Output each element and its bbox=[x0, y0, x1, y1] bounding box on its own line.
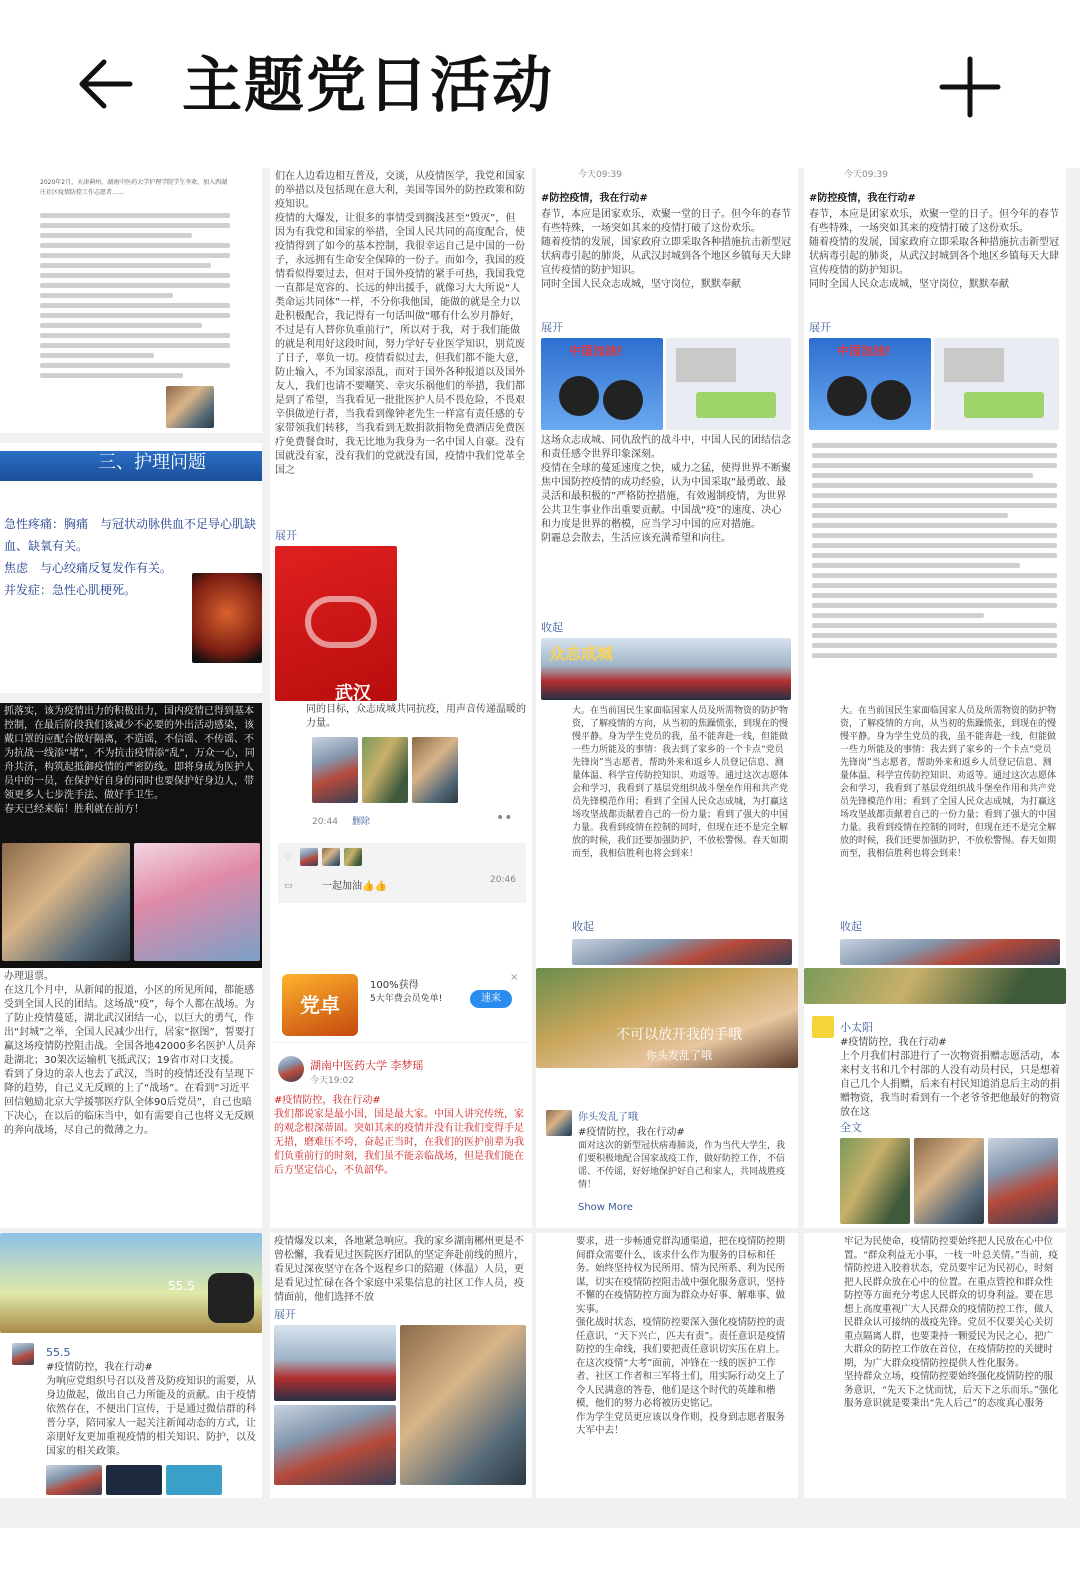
poster-text: 中国加油! bbox=[837, 344, 891, 358]
slide-banner bbox=[0, 451, 262, 481]
video-caption: 不可以放开我的手哦 bbox=[616, 1027, 742, 1043]
post-body: 我们都说家是最小国，国是最大家。中国人讲究传统，家的观念根深蒂固。突如其来的疫情并没有让我们变得手足无措，磨难压不垮，奋起正当时，在我们的医护前辈为我们负重前行的时刻，我们虽不能亲临战场，但是我们能在后方坚定信心，不负韶华。 bbox=[274, 1109, 524, 1176]
handwashing-photo bbox=[2, 843, 130, 961]
photo-checkpoint[interactable] bbox=[400, 1325, 526, 1485]
photo-medical-team[interactable] bbox=[274, 1325, 396, 1401]
heart-icon[interactable]: ♡ bbox=[284, 853, 293, 863]
heart-image bbox=[192, 573, 262, 663]
donation-photo-2[interactable] bbox=[914, 1138, 984, 1224]
chat-screenshot-image bbox=[666, 338, 791, 430]
video-subcaption: 你头发乱了哦 bbox=[646, 1049, 712, 1062]
comment-box bbox=[278, 843, 526, 903]
donation-photo-1[interactable] bbox=[840, 1138, 910, 1224]
post-body: 抓落实，该为疫情出力的积极出力，国内疫情已得到基本控制，在最后阶段我们该减少不必要的外出活动感染，该戴口罩的应配合做好隔离，不造谣，不信谣、不传谣、不为抗战一线添“堵”，不为抗击疫情添“乱”，万众一心，同舟共济，构筑起抵御疫情的严密防线。即将身成为医护人员中的一员，在保护好自身的同时也要保护好身边人，带领更多人七步洗手法、做好手卫生。 春天已经来临！胜利就在前方！ bbox=[4, 706, 255, 815]
post-card-qq-1[interactable] bbox=[536, 168, 798, 703]
post-card-with-ad[interactable] bbox=[270, 968, 532, 1228]
cartoon-child-right bbox=[603, 380, 643, 420]
lecture-slide[interactable] bbox=[0, 443, 262, 693]
post-body: 大。在当前国民生家面临国家人员及所需物资的防护物资，了解疫情的方向，从当初的焦躁慌张，到现在的慢慢平静。身为学生党员的我，虽不能奔赴一线，但能做一些力所能及的事情：我去到了家乡的一个卡点“党员先锋岗”当志愿者，帮助外来和返乡人员登记信息、测量体温、科学宣传防控知识、劝返等。通过这次志愿体会和学习，我看到了基层党组织战斗堡垒作用和共产党员先锋模范作用；看到了全国人民众志成城，为打赢这场攻坚战都贡献着自己的一份力量；看到了强大的中国力量。我看到疫情在控制的同时，但现在还不是完全解放的时候，我们还要加强防护，不放松警惕。春天如期而至，我相信胜利也将会到来！ bbox=[572, 706, 789, 859]
header-photo-label: 55.5 bbox=[168, 1279, 195, 1293]
post-body: 上个月我们村部进行了一次物资捐赠志愿活动，本来村支书和几个村部的人没有动员村民，只是想着自己几个人捐赠，后来有村民知道消息后主动的捐赠物资，我当时看到有一个老爷爷把他最好的物资放在这 bbox=[840, 1051, 1060, 1118]
post-card-text[interactable] bbox=[270, 168, 532, 703]
top-app-bar bbox=[0, 0, 1080, 170]
volunteer-photo bbox=[541, 638, 791, 700]
post-body: 们在人边看边相互普及，交谈，从疫情医学，我党和国家的举措以及包括现在意大利，美国等国外的防控政策和防疫知识。 疫情的大爆发，让很多的事情受到搁浅甚至“毁灭”，但因为有我党和国家的举措，全国人民共同的高度配合，使疫情得到了如今的基本控制，我很幸运自己是中国的一份子，永远拥有生命安全保障的一份子。而如今，我国的疫情看似得要过去，但对于国外疫情的紧手可热，我国我党一直都是宽容的、长远的伸出援手，就像习大大所说“人类命运共同体”一样，不分你我他国，能做的就是全力以赴积极配合，我记得有一句话叫做“哪有什么岁月静好，不过是有人替你负重前行”，所以对于我，对于我们能做的就是利用好这段时间，努力学好专业医学知识，别荒废了日子，辜负一切。疫情看似过去，但我们都不能大意，防止输入，不为国家添乱，而对于国外各种报道以及国外友人，我们也请不要嘲笑、幸灾乐祸他们的举措，我们都是到了希望，当我看见一批批医护人员不畏危险，不畏艰辛俱做逆行者，当我看到像钟老先生一样富有责任感的专家带领我们转移，当我看到无数捐款捐物免费酒店免费医疗免费餐食时，我无比地为我身为一名中国人自豪。没有国就没有家，没有我们的党就没有国，疫情中我们党革全国之 bbox=[275, 171, 525, 476]
header-photo bbox=[0, 1233, 262, 1333]
document-scan[interactable] bbox=[0, 168, 262, 433]
photo-strip bbox=[572, 939, 792, 965]
post-card-handwriting-1[interactable] bbox=[536, 703, 798, 968]
ad-banner[interactable] bbox=[274, 970, 528, 1043]
author-name[interactable]: 小太阳 bbox=[840, 1021, 873, 1034]
expand-link[interactable]: 展开 bbox=[809, 321, 831, 334]
ad-button[interactable]: 速来 bbox=[470, 990, 512, 1008]
post-tag: #防控疫情，我在行动# bbox=[809, 193, 916, 204]
post-card-serif-1[interactable] bbox=[536, 1233, 798, 1498]
expand-link[interactable]: 展开 bbox=[274, 1308, 296, 1321]
post-body: 大。在当前国民生家面临国家人员及所需物资的防护物资，了解疫情的方向，从当初的焦躁慌张，到现在的慢慢平静。身为学生党员的我，虽不能奔赴一线，但能做一些力所能及的事情：我去到了家乡的一个卡点“党员先锋岗”当志愿者，帮助外来和返乡人员登记信息、测量体温、科学宣传防控知识、劝返等。通过这次志愿体会和学习，我看到了基层党组织战斗堡垒作用和共产党员先锋模范作用；看到了全国人民众志成城，为打赢这场攻坚战都贡献着自己的一份力量；看到了强大的中国力量。我看到疫情在控制的同时，但现在还不是完全解放的时候，我们还要加强防护，不放松警惕。春天如期而至，我相信胜利也将会到来！ bbox=[840, 706, 1057, 859]
chat-bubble bbox=[964, 392, 1044, 418]
cartoon-child-right bbox=[871, 380, 911, 420]
liker-avatar[interactable] bbox=[344, 848, 362, 866]
post-tag: #疫情防控，我在行动# bbox=[46, 1362, 153, 1373]
photo-3[interactable] bbox=[166, 1465, 222, 1495]
collapse-link[interactable]: 收起 bbox=[840, 920, 862, 933]
blossom-photo bbox=[134, 843, 260, 961]
photo-strip bbox=[840, 939, 1060, 965]
post-card-serif-2[interactable] bbox=[804, 1233, 1066, 1498]
document-photo bbox=[166, 386, 214, 428]
screenshot-collage bbox=[0, 168, 1080, 1528]
slide-item-3: 并发症：急性心肌梗死。 bbox=[4, 583, 137, 597]
post-body-continued: 这场众志成城、同仇敌忾的战斗中，中国人民的团结信念和责任感令世界印象深刻。 疫情在全球的蔓延速度之快，威力之猛，使得世界不断聚焦中国防控疫情的成功经验，认为中国采取“最勇敢、最灵活和最积极的”严格防控措施，有效遏制疫情，为世界公共卫生事业作出重要贡献。中国战“疫”的速度、决心和力度是世界的楷模，应当学习中国的应对措施。 阴霾总会散去，生活应该充满希望和向往。 bbox=[541, 435, 791, 544]
author-name[interactable]: 55.5 bbox=[46, 1346, 71, 1359]
full-text-link[interactable]: 全文 bbox=[840, 1121, 862, 1134]
post-card-dark[interactable] bbox=[0, 703, 262, 968]
document-text-lines bbox=[40, 208, 230, 383]
chat-image-thumb bbox=[944, 348, 1004, 382]
ad-subtitle: 5大年费会员免单! bbox=[370, 994, 443, 1004]
document-caption: 2020年2月，天津蓟州，湖南中医药大学护理学院学生李欢，加入西湖庄社区疫情防控工作志愿者…… bbox=[40, 179, 228, 196]
expand-link[interactable]: 展开 bbox=[541, 321, 563, 334]
header-photo bbox=[804, 968, 1066, 1004]
delete-link[interactable]: 删除 bbox=[352, 817, 371, 827]
show-more-link[interactable]: Show More bbox=[578, 1202, 633, 1213]
photo-1[interactable] bbox=[46, 1465, 102, 1495]
post-body: 办理退票。 在这几个月中，从新闻的报道，小区的所见所闻，都能感受到全国人民的团结。这场战“疫”，每个人都在战场。为了防止疫情蔓延，湖北武汉团结一心，以巨大的勇气，作出“封城”之举，全国人民减少出行，居家“抠图”，誓要打赢这场疫情防控阻击战。全国各地42000多名医护人员奔赴湖北；30架次运输机飞抵武汉；19省市对口支援。 看到了身边的亲人也去了武汉，当时的疫情还没有呈现下降的趋势，自己义无反顾的上了“战场”。在看到“习近平回信勉励北京大学援鄂医疗队全体90后党员”，自己也暗下决心，在以后的临床当中，如有需要自己也将义无反顾的奔向战场，尽自己的微薄之力。 bbox=[4, 971, 256, 1136]
post-card-qq-2[interactable] bbox=[804, 168, 1066, 703]
more-dots-icon[interactable]: •• bbox=[496, 810, 513, 826]
post-tag: #疫情防控，我在行动# bbox=[840, 1037, 947, 1048]
avatar[interactable] bbox=[278, 1056, 304, 1082]
close-icon[interactable]: × bbox=[510, 972, 519, 983]
post-card-video[interactable] bbox=[536, 968, 798, 1228]
hands-graphic bbox=[305, 596, 377, 648]
post-card-comments[interactable] bbox=[270, 703, 532, 968]
post-time: 今天09:39 bbox=[578, 170, 622, 180]
page-title: 主题党日活动 bbox=[182, 51, 554, 121]
ad-title: 100%获得 bbox=[370, 980, 419, 991]
post-body: 春节，本应是团家欢乐，欢聚一堂的日子。但今年的春节有些特殊，一场突如其来的疫情打破了这份欢乐。 随着疫情的发展，国家政府立即采取各种措施抗击新型冠状病毒引起的肺炎，从武汉封城到各个地区乡镇每天大肆宣传疫情的防护知识。 同时全国人民众志成城，坚守岗位，默默奉献 bbox=[541, 209, 791, 290]
slide-item-2: 焦虑 与心绞痛反复发作有关。 bbox=[4, 561, 173, 575]
photo-1[interactable] bbox=[312, 737, 358, 803]
avatar[interactable] bbox=[812, 1016, 834, 1038]
post-body: 为响应党组织号召以及普及防疫知识的需要，从身边做起，做出自己力所能及的贡献。由于疫情依然存在，不便出门宣传，于是通过微信群的科普分享，陪同家人一起关注新闻动态的方式，让亲朋好友更加重视疫情的相关知识、防护，以及国家的相关政策。 bbox=[46, 1376, 256, 1457]
post-card-handwriting-2[interactable] bbox=[804, 703, 1066, 968]
post-body: 要求，进一步畅通党群沟通渠道，把在疫情防控期间群众需要什么，该求什么作为服务的目标和任务。始终坚持权为民所用、情为民所系、利为民所谋，切实在疫情防控阻击战中强化服务意识，坚持不懈的在疫情防控方面为群众办好事、解难事、做实事。 强化战时状态，疫情防控要深入强化疫情防控的责任意识，“天下兴亡，匹夫有责”。责任意识是疫情防控的生命线，我们要把责任意识切实压在肩上。在这次疫情“大考”面前，冲锋在一线的医护工作者、社区工作者和三军将士们，用实际行动交上了令人民满意的答卷，他们是这个时代的英雄和楷模，他们的努力必将被历史铭记。 作为学生党员更应该以身作则，投身到志愿者服务大军中去！ bbox=[576, 1236, 786, 1436]
post-body: 牢记为民使命，疫情防控要始终把人民放在心中位置。“群众利益无小事，一枝一叶总关情。”当前，疫情防控进入胶着状态，党员要牢记为民初心，时刻把人民群众放在心中的位置。在重点管控和群众性防控等方面充分考虑人民群众的切身利益。要在思想上高度重视广大人民群众的疫情防控工作，做人民群众认可接纳的战疫先锋。党员不仅要关心关切重点隔离人群，也要秉持一颗爱民为民之心，把广大群众的防控工作放在首位，在疫情防控的关键时期，为广大群众疫情防控提供人性化服务。 坚持群众立场，疫情防控要始终强化疫情防控的服务意识，“先天下之忧而忧，后天下之乐而乐。”强化服务意识就是要秉出“先人后己”的态度真心服务 bbox=[844, 1236, 1058, 1409]
chat-screenshot-image bbox=[934, 338, 1059, 430]
ad-logo: 党卓 bbox=[282, 974, 358, 1036]
post-body: 疫情爆发以来，各地紧急响应。我的家乡湖南郴州更是不曾松懈，我看见过医院医疗团队的坚定奔赴前线的照片，看见过深夜坚守在各个返程乡口的陪避（体温）人员，更是看见过忙碌在各个家庭中采集信息的社区工作人员，疫情面前，他们选择不放 bbox=[274, 1236, 524, 1303]
post-body: 春节，本应是团家欢乐，欢聚一堂的日子。但今年的春节有些特殊，一场突如其来的疫情打破了这份欢乐。 随着疫情的发展，国家政府立即采取各种措施抗击新型冠状病毒引起的肺炎，从武汉封城到各个地区乡镇每天大肆宣传疫情的防护知识。 同时全国人民众志成城，坚守岗位，默默奉献 bbox=[809, 209, 1059, 290]
photo-3[interactable] bbox=[412, 737, 458, 803]
cartoon-child-left bbox=[827, 376, 867, 416]
handwritten-letter bbox=[812, 438, 1057, 663]
photo-2[interactable] bbox=[106, 1465, 162, 1495]
post-card-village[interactable] bbox=[804, 968, 1066, 1228]
post-card-text-2[interactable] bbox=[0, 968, 262, 1228]
post-time: 今天09:39 bbox=[844, 170, 888, 180]
chat-image-thumb bbox=[676, 348, 736, 382]
slide-banner-title: 三、护理问题 bbox=[98, 452, 206, 473]
author-name[interactable]: 湖南中医药大学 李梦瑶 bbox=[310, 1059, 424, 1072]
chat-bubble bbox=[696, 392, 776, 418]
red-poster-image bbox=[275, 546, 397, 701]
post-tag: #防控疫情，我在行动# bbox=[541, 193, 648, 204]
post-tag: #疫情防控，我在行动# bbox=[578, 1127, 685, 1138]
slide-item-1: 急性疼痛：胸痛 与冠状动脉供血不足导心肌缺血、缺氧有关。 bbox=[4, 517, 257, 553]
photo-community[interactable] bbox=[274, 1405, 396, 1485]
post-time: 20:44 bbox=[312, 817, 338, 827]
poster-text: 中国加油! bbox=[569, 344, 623, 358]
arrow-left-icon[interactable] bbox=[76, 52, 140, 116]
video-thumbnail[interactable] bbox=[536, 968, 798, 1068]
avatar[interactable] bbox=[546, 1110, 572, 1136]
photo-2[interactable] bbox=[362, 737, 408, 803]
comment-time: 20:46 bbox=[490, 875, 516, 885]
liker-avatar[interactable] bbox=[300, 848, 318, 866]
plus-icon[interactable] bbox=[938, 55, 1002, 119]
cartoon-child-left bbox=[559, 376, 599, 416]
collapse-link[interactable]: 收起 bbox=[541, 621, 563, 634]
expand-link[interactable]: 展开 bbox=[275, 529, 297, 542]
liker-avatar[interactable] bbox=[322, 848, 340, 866]
avatar[interactable] bbox=[12, 1343, 34, 1365]
author-name[interactable]: 你头发乱了哦 bbox=[578, 1112, 638, 1123]
collapse-link[interactable]: 收起 bbox=[572, 920, 594, 933]
donation-photo-3[interactable] bbox=[988, 1138, 1058, 1224]
post-body: 面对这次的新型冠状病毒肺炎，作为当代大学生，我们要积极地配合国家战疫工作，做好防控工作，不信谣、不传谣，好好地保护好自己和家人，共同战胜疫情！ bbox=[578, 1141, 786, 1190]
poster-text: 武汉 bbox=[335, 683, 371, 703]
post-tag: #疫情防控，我在行动# bbox=[274, 1095, 381, 1106]
comment-text: 一起加油👍👍 bbox=[322, 881, 387, 892]
poster-image bbox=[541, 338, 663, 430]
post-card-knowledge[interactable] bbox=[0, 1233, 262, 1498]
poster-image bbox=[809, 338, 931, 430]
post-card-hometown[interactable] bbox=[270, 1233, 532, 1498]
profile-photo bbox=[208, 1273, 254, 1323]
banner-text: 众志成城 bbox=[549, 644, 614, 663]
post-body: 同的目标，众志成城共同抗疫，用声音传递温暖的力量。 bbox=[306, 704, 526, 729]
post-time: 今天19:02 bbox=[310, 1076, 354, 1086]
comment-icon: ▭ bbox=[284, 881, 293, 891]
